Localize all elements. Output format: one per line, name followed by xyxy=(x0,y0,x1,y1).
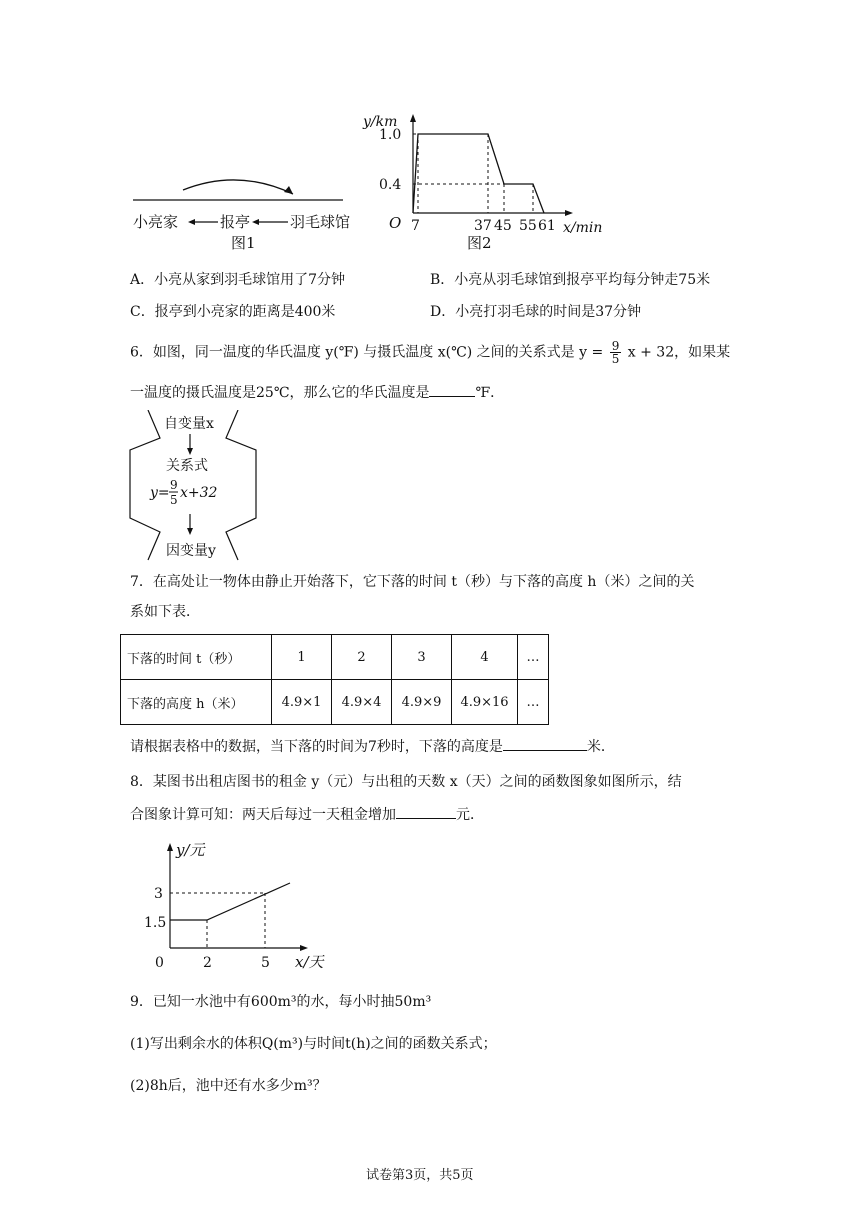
fig2-x-label: x/min xyxy=(563,220,603,236)
fig2-series-line xyxy=(413,134,544,213)
table-cell: 4.9×1 xyxy=(272,680,332,725)
fig1-kiosk-label: 报亭 xyxy=(220,213,251,231)
table-row xyxy=(121,680,549,725)
table-cell: 3 xyxy=(392,635,452,680)
q6-box-mid-label: 关系式 xyxy=(166,458,208,474)
table-cell: 下落的时间 t（秒） xyxy=(121,635,272,680)
table-cell: 4.9×16 xyxy=(452,680,518,725)
q9-line-1: 9．已知一水池中有600m³的水，每小时抽50m³ xyxy=(130,994,432,1010)
fig2-xtick-3: 45 xyxy=(494,218,512,234)
q8-origin: 0 xyxy=(155,955,164,971)
fig2-y-axis-arrow xyxy=(410,114,416,122)
q7-after-table xyxy=(130,736,615,757)
q6-line-1-b: x + 32，如果某 xyxy=(627,344,731,361)
q8-line-2 xyxy=(130,804,484,825)
fig1-home-label: 小亮家 xyxy=(133,213,179,231)
fig2-xtick-4: 55 xyxy=(519,218,537,234)
q6-arrow-down-1-head xyxy=(187,448,193,455)
q6-line-2-a: 一温度的摄氏温度是25℃，那么它的华氏温度是 xyxy=(130,385,430,401)
q6-box-top-label: 自变量x xyxy=(164,416,214,432)
q6-fraction-den: 5 xyxy=(611,352,620,366)
table-cell: … xyxy=(518,635,549,680)
q6-line-2 xyxy=(130,382,504,403)
q5-option-d: D．小亮打羽毛球的时间是37分钟 xyxy=(430,304,642,320)
q8-x-axis-arrow xyxy=(300,945,308,951)
q8-y-axis-arrow xyxy=(167,843,173,851)
q8-line-2-b: 元． xyxy=(456,807,484,823)
q7-after-a: 请根据表格中的数据，当下落的时间为7秒时，下落的高度是 xyxy=(130,739,503,755)
q8-line-1: 8．某图书出租店图书的租金 y（元）与出租的天数 x（天）之间的函数图象如图所示，结 xyxy=(130,774,682,790)
q7-line-2: 系如下表． xyxy=(130,604,200,620)
q5-option-b: B．小亮从羽毛球馆到报亭平均每分钟走75米 xyxy=(430,272,711,288)
q6-box-diagram xyxy=(128,410,260,562)
q8-rent-graph xyxy=(140,838,340,973)
q8-ytick-1: 3 xyxy=(154,886,163,902)
q6-line-2-b: ℉． xyxy=(475,385,505,401)
fig2-ytick-1: 1.0 xyxy=(379,127,402,143)
page-footer: 试卷第3页，共5页 xyxy=(366,1168,474,1183)
q8-series-line xyxy=(170,883,290,920)
q6-box-formula-a: y= xyxy=(150,485,170,501)
q7-line-1: 7．在高处让一物体由静止开始落下，它下落的时间 t（秒）与下落的高度 h（米）之间的关 xyxy=(130,574,695,590)
q7-answer-blank[interactable] xyxy=(503,736,587,751)
q6-fraction-num: 9 xyxy=(611,339,620,353)
q6-box-outline-right xyxy=(226,410,256,560)
arrow-kiosk-to-home-head xyxy=(188,219,195,225)
table-cell: 1 xyxy=(272,635,332,680)
q9-sub-1: (1)写出剩余水的体积Q(m³)与时间t(h)之间的函数关系式； xyxy=(130,1036,497,1052)
figure-1-route xyxy=(128,170,368,260)
q8-ytick-2: 1.5 xyxy=(144,915,167,931)
fig2-x-axis-arrow xyxy=(565,210,573,216)
fig2-caption: 图2 xyxy=(467,234,492,252)
fig2-origin: O xyxy=(389,214,402,232)
q8-line-2-a: 合图象计算可知：两天后每过一天租金增加 xyxy=(130,807,396,823)
q8-x-label: x/天 xyxy=(295,953,324,971)
q5-option-a: A．小亮从家到羽毛球馆用了7分钟 xyxy=(130,272,346,288)
q9-sub-2: (2)8h后，池中还有水多少m³？ xyxy=(130,1078,327,1094)
q6-fraction xyxy=(610,340,622,365)
table-cell: 2 xyxy=(332,635,392,680)
q6-box-formula-num: 9 xyxy=(170,478,178,492)
table-cell: 4.9×9 xyxy=(392,680,452,725)
route-arc xyxy=(183,180,293,194)
q8-xtick-2: 5 xyxy=(261,955,270,971)
q6-answer-blank[interactable] xyxy=(429,382,475,397)
q8-answer-blank[interactable] xyxy=(396,804,456,819)
arrow-gym-to-kiosk-head xyxy=(252,219,259,225)
table-row xyxy=(121,635,549,680)
q6-arrow-down-2-head xyxy=(187,528,193,535)
q8-xtick-1: 2 xyxy=(203,955,212,971)
fig2-xtick-5: 61 xyxy=(538,218,556,234)
table-cell: 下落的高度 h（米） xyxy=(121,680,272,725)
q6-box-formula-b: x+32 xyxy=(180,485,218,501)
q7-after-b: 米． xyxy=(586,739,615,755)
q5-option-c: C．报亭到小亮家的距离是400米 xyxy=(130,304,336,320)
q6-line-1 xyxy=(130,340,730,365)
fig1-caption: 图1 xyxy=(231,234,256,252)
q6-line-1-a: 6．如图，同一温度的华氏温度 y(℉) 与摄氏温度 x(℃) 之间的关系式是 y = xyxy=(130,344,604,361)
table-cell: … xyxy=(518,680,549,725)
fig2-y-label: y/km xyxy=(363,114,398,130)
figure-2-graph xyxy=(355,108,615,258)
q6-box-bottom-label: 因变量y xyxy=(166,543,216,559)
table-cell: 4.9×4 xyxy=(332,680,392,725)
q6-box-formula-den: 5 xyxy=(170,493,178,507)
q8-y-label: y/元 xyxy=(176,841,205,859)
fig2-xtick-2: 37 xyxy=(474,218,492,234)
fig2-xtick-1: 7 xyxy=(411,218,420,234)
fig2-ytick-2: 0.4 xyxy=(379,177,402,193)
table-cell: 4 xyxy=(452,635,518,680)
q7-data-table xyxy=(120,634,549,725)
fig1-gym-label: 羽毛球馆 xyxy=(290,213,351,231)
